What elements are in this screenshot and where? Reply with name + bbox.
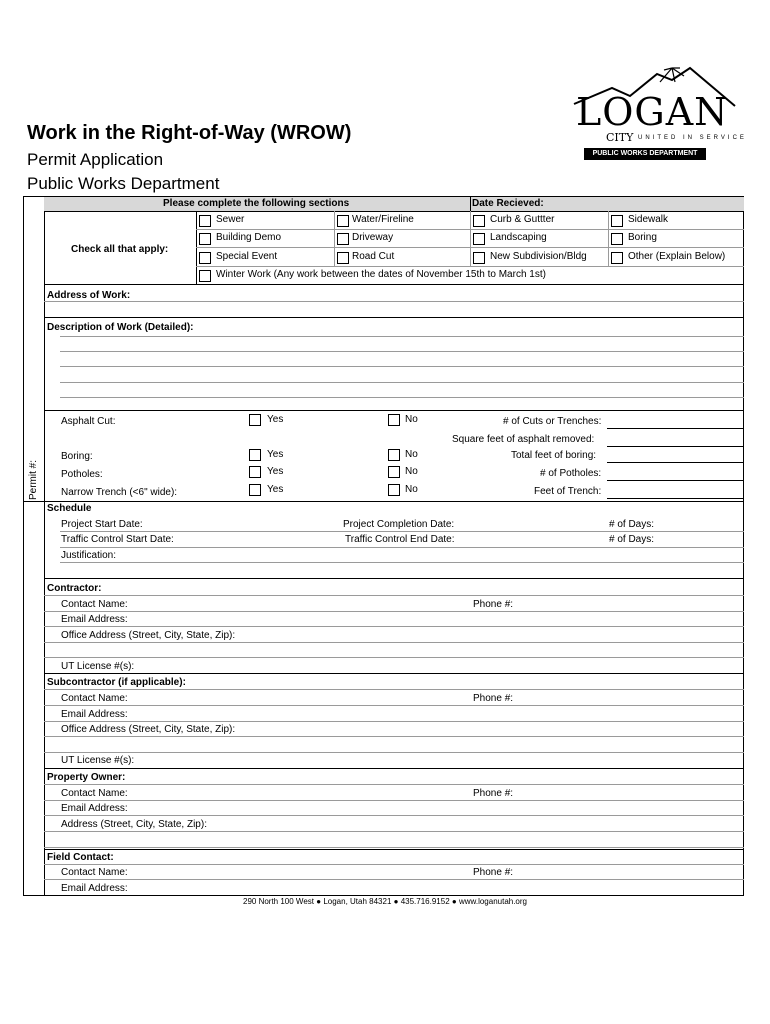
subcontractor-phone-label: Phone #: [473, 693, 514, 704]
complete-sections-label: Please complete the following sections [163, 198, 350, 209]
traffic-end-label: Traffic Control End Date: [345, 534, 455, 545]
divider [23, 501, 744, 502]
subcontractor-line-2[interactable] [44, 721, 744, 722]
description-label: Description of Work (Detailed): [47, 322, 194, 333]
sq-feet-field[interactable] [607, 446, 744, 447]
label-building-demo: Building Demo [216, 232, 282, 243]
num-cuts-label: # of Cuts or Trenches: [503, 416, 602, 427]
divider [44, 849, 744, 850]
divider [44, 211, 744, 212]
potholes-no-label: No [405, 466, 418, 477]
date-received-label: Date Recieved: [472, 198, 544, 209]
divider [196, 229, 744, 230]
trench-yes-checkbox[interactable] [249, 484, 261, 496]
divider [608, 211, 609, 266]
form-department: Public Works Department [27, 174, 220, 193]
divider [44, 673, 744, 674]
form-title: Work in the Right-of-Way (WROW) [27, 122, 352, 144]
checkbox-boring[interactable] [611, 233, 623, 245]
label-driveway: Driveway [352, 232, 394, 243]
logan-logo [572, 66, 747, 162]
justification-line-1[interactable] [60, 562, 744, 563]
subcontractor-title: Subcontractor (if applicable): [47, 677, 186, 688]
schedule-line-1[interactable] [60, 531, 744, 532]
checkbox-landscaping[interactable] [473, 233, 485, 245]
traffic-start-label: Traffic Control Start Date: [61, 534, 174, 545]
asphalt-cut-label: Asphalt Cut: [61, 416, 116, 427]
label-winter-work: Winter Work (Any work between the dates of November 15th to March 1st) [216, 269, 546, 280]
sq-feet-label: Square feet of asphalt removed: [452, 434, 595, 445]
contractor-line-4[interactable] [44, 657, 744, 658]
contractor-license-label: UT License #(s): [61, 661, 135, 672]
subcontractor-contact-label: Contact Name: [61, 693, 128, 704]
label-new-subdivision: New Subdivision/Bldg [490, 251, 587, 262]
label-sewer: Sewer [216, 214, 245, 225]
field-contact-email-label: Email Address: [61, 883, 128, 894]
description-line-2[interactable] [60, 351, 744, 352]
divider [44, 689, 744, 690]
contractor-phone-label: Phone #: [473, 599, 514, 610]
subcontractor-line-4[interactable] [44, 752, 744, 753]
contractor-line-1[interactable] [44, 611, 744, 612]
subcontractor-license-label: UT License #(s): [61, 755, 135, 766]
contractor-line-2[interactable] [44, 626, 744, 627]
label-curb-gutter: Curb & Guttter [490, 214, 555, 225]
section-header-bar [44, 197, 744, 211]
divider [196, 266, 744, 267]
checkbox-building-demo[interactable] [199, 233, 211, 245]
boring-no-label: No [405, 449, 418, 460]
address-of-work-field[interactable] [44, 301, 744, 302]
potholes-yes-checkbox[interactable] [249, 466, 261, 478]
potholes-no-checkbox[interactable] [388, 466, 400, 478]
label-water-fireline: Water/Fireline [352, 214, 414, 225]
owner-line-1[interactable] [44, 800, 744, 801]
contractor-email-label: Email Address: [61, 614, 128, 625]
field-contact-name-label: Contact Name: [61, 867, 128, 878]
logo-main-text: LOGAN [576, 90, 729, 134]
num-days-label-1: # of Days: [609, 519, 655, 530]
label-boring: Boring [628, 232, 657, 243]
checkbox-winter-work[interactable] [199, 270, 211, 282]
checkbox-road-cut[interactable] [337, 252, 349, 264]
divider [44, 410, 744, 411]
logo-dept-bar [584, 148, 706, 160]
owner-email-label: Email Address: [61, 803, 128, 814]
owner-phone-label: Phone #: [473, 788, 514, 799]
checkbox-curb-gutter[interactable] [473, 215, 485, 227]
justification-label: Justification: [61, 550, 117, 561]
owner-line-2[interactable] [44, 815, 744, 816]
divider [470, 211, 471, 266]
description-line-5[interactable] [60, 397, 744, 398]
asphalt-cut-yes-checkbox[interactable] [249, 414, 261, 426]
divider [44, 317, 744, 318]
divider [196, 247, 744, 248]
total-boring-label: Total feet of boring: [511, 450, 597, 461]
address-of-work-label: Address of Work: [47, 290, 131, 301]
logo-dept-text: PUBLIC WORKS DEPARTMENT [592, 150, 698, 157]
feet-trench-label: Feet of Trench: [534, 486, 602, 497]
divider [44, 595, 744, 596]
footer-web: www.loganutah.org [458, 897, 527, 906]
boring-no-checkbox[interactable] [388, 449, 400, 461]
label-sidewalk: Sidewalk [628, 214, 669, 225]
asphalt-cut-no-checkbox[interactable] [388, 414, 400, 426]
owner-address-label: Address (Street, City, State, Zip): [61, 819, 207, 830]
schedule-line-2[interactable] [60, 547, 744, 548]
owner-title: Property Owner: [47, 772, 126, 783]
label-landscaping: Landscaping [490, 232, 547, 243]
owner-line-3[interactable] [44, 831, 744, 832]
potholes-yes-label: Yes [267, 466, 284, 477]
owner-line-4[interactable] [44, 847, 744, 848]
narrow-trench-label: Narrow Trench (<6" wide): [61, 487, 178, 498]
form-subtitle: Permit Application [27, 150, 164, 169]
boring-yes-label: Yes [267, 449, 284, 460]
footer [0, 897, 770, 907]
divider [44, 284, 744, 285]
trench-no-label: No [405, 484, 418, 495]
bullet-icon: ● [393, 897, 399, 906]
label-other: Other (Explain Below) [628, 251, 726, 262]
field-contact-line-1[interactable] [44, 879, 744, 880]
footer-phone: 435.716.9152 [400, 897, 450, 906]
schedule-title: Schedule [47, 503, 92, 514]
bullet-icon: ● [316, 897, 322, 906]
label-special-event: Special Event [216, 251, 278, 262]
permit-number-label: Permit #: [28, 459, 39, 500]
checkbox-water-fireline[interactable] [337, 215, 349, 227]
boring-yes-checkbox[interactable] [249, 449, 261, 461]
divider [44, 768, 744, 769]
potholes-label: Potholes: [61, 469, 103, 480]
logo-city-text: CITY [606, 131, 634, 144]
subcontractor-line-3[interactable] [44, 736, 744, 737]
description-line-3[interactable] [60, 366, 744, 367]
checkbox-other[interactable] [611, 252, 623, 264]
boring-label: Boring: [61, 451, 93, 462]
check-all-label: Check all that apply: [71, 244, 169, 255]
checkbox-sidewalk[interactable] [611, 215, 623, 227]
divider [44, 578, 744, 579]
total-boring-field[interactable] [607, 462, 744, 463]
footer-city: Logan, Utah 84321 [323, 897, 392, 906]
divider [44, 864, 744, 865]
num-cuts-field[interactable] [607, 428, 744, 429]
contractor-title: Contractor: [47, 583, 102, 594]
trench-yes-label: Yes [267, 484, 284, 495]
subcontractor-email-label: Email Address: [61, 709, 128, 720]
description-line-1[interactable] [60, 336, 744, 337]
feet-trench-field[interactable] [607, 498, 744, 499]
field-contact-phone-label: Phone #: [473, 867, 514, 878]
num-potholes-field[interactable] [607, 480, 744, 481]
contractor-line-3[interactable] [44, 642, 744, 643]
logo-tagline: UNITED IN SERVICE [638, 135, 747, 141]
checkbox-special-event[interactable] [199, 252, 211, 264]
asphalt-cut-yes-label: Yes [267, 414, 284, 425]
divider [44, 784, 744, 785]
footer-address: 290 North 100 West [243, 897, 315, 906]
checkbox-sewer[interactable] [199, 215, 211, 227]
divider [470, 197, 471, 211]
owner-contact-label: Contact Name: [61, 788, 128, 799]
contractor-office-label: Office Address (Street, City, State, Zip): [61, 630, 236, 641]
project-completion-label: Project Completion Date: [343, 519, 455, 530]
contractor-contact-label: Contact Name: [61, 599, 128, 610]
subcontractor-office-label: Office Address (Street, City, State, Zip): [61, 724, 236, 735]
divider [334, 211, 335, 266]
subcontractor-line-1[interactable] [44, 705, 744, 706]
bullet-icon: ● [451, 897, 457, 906]
num-potholes-label: # of Potholes: [540, 468, 602, 479]
trench-no-checkbox[interactable] [388, 484, 400, 496]
project-start-label: Project Start Date: [61, 519, 143, 530]
description-line-4[interactable] [60, 382, 744, 383]
field-contact-title: Field Contact: [47, 852, 114, 863]
label-road-cut: Road Cut [352, 251, 395, 262]
asphalt-cut-no-label: No [405, 414, 418, 425]
num-days-label-2: # of Days: [609, 534, 655, 545]
checkbox-driveway[interactable] [337, 233, 349, 245]
checkbox-new-subdivision[interactable] [473, 252, 485, 264]
